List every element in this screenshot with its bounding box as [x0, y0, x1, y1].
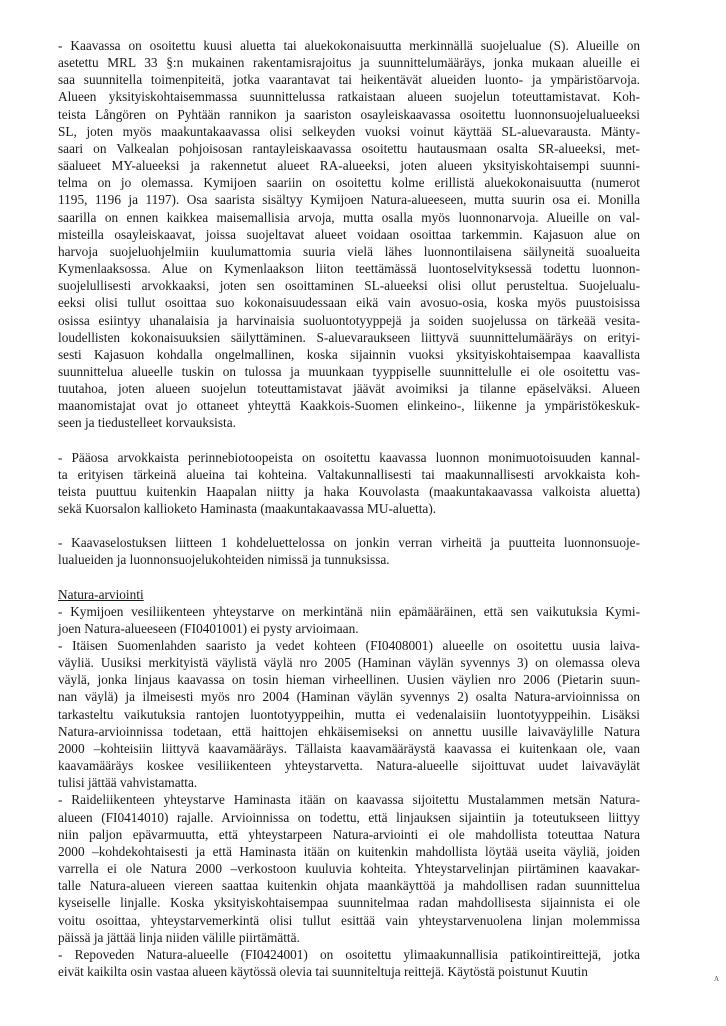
text-line: päissä ja jättää linja niiden välille piirtämättä.: [58, 929, 300, 945]
paragraph-protected-areas: [58, 37, 640, 432]
text-line: joen Natura-alueeseen (FI0401001) ei pysty arvioimaan.: [58, 620, 359, 636]
text-line: lualueiden ja luonnonsuojelukohteiden nimissä ja tunnuksissa.: [58, 552, 390, 568]
text-line: - Kaavaselostuksen liitteen 1 kohdeluettelossa on jonkin verran virheitä ja puutteita luonnonsuoje-: [58, 535, 640, 551]
text-line: osissa esiintyy uhanalaisia ja harvinaisia suoluontotyyppejä ja soiden suojelussa on tärkeää vesita-: [58, 312, 640, 328]
text-line: väylä, jonka linjaus kaavassa on tosin hieman virheellinen. Uusien väylien nro 2006 (Pietarin suun-: [58, 672, 640, 688]
text-line: seen ja tiedustelleet korvauksista.: [58, 415, 236, 431]
text-line: 2000 –kohdekohtaisesti ja että Haminasta itään on kuitenkin mahdollista löytää useita väyliä, joiden: [58, 843, 640, 859]
text-line: suunnittelua alueelle tuskin on tulossa ja muunkaan tyyppiselle suunnittelulle ei ole osoitettu vas-: [58, 363, 640, 379]
text-line: - Pääosa arvokkaista perinnebiotoopeista on osoitettu kaavassa luonnon monimuotoisuuden kannal-: [58, 449, 640, 465]
text-line: eeksi olisi tullut osoittaa suo kokonaisuudessaan eikä vain avosuo-osia, koska myös puustoisissa: [58, 295, 640, 311]
text-line: Natura-arvioinnissa todetaan, että haittojen ehkäisemiseksi on annettu uusille laivaväylille Natura: [58, 723, 640, 739]
text-line: tarkasteltu vaikutuksia rantojen luontotyyppeihin, mutta ei vedenalaisiin luontotyyppeihin. Lisäksi: [58, 706, 640, 722]
paragraph-appendix-errors: [58, 534, 640, 568]
section-heading-natura: Natura-arviointi: [58, 586, 144, 602]
text-line: SL, joten myös maakuntakaavassa olisi selkeyden vuoksi voinut käyttää SL-aluevarausta. Mänty-: [58, 123, 640, 139]
text-line: eivät kaikilta osin vastaa alueen käytössä olevia tai suunniteltuja reittejä. Käytöstä poistunut Kuutin: [58, 963, 588, 979]
text-line: - Kymijoen vesiliikenteen yhteystarve on merkintänä niin epämääräinen, että sen vaikutuksia Kymi-: [58, 603, 640, 619]
text-line: - Kaavassa on osoitettu kuusi aluetta tai aluekokonaisuutta merkinnällä suojelualue (S). Alueille on: [58, 38, 640, 53]
text-line: teista Långören on Pyhtään rannikon ja saariston osayleiskaavassa osoitettu luonnonsuojelualueeksi: [58, 106, 640, 122]
text-line: kaavamääräys koskee vesiliikenteen yhteystarvetta. Natura-alueelle sijoittuvat uudet laivaväylät: [58, 758, 640, 774]
text-line: kyseiselle linjalle. Koska yksityiskohtaisempaa suunnitelmaa radan mahdollisesta sijainnista ei ole: [58, 895, 640, 911]
text-line: - Repoveden Natura-alueelle (FI0424001) on osoitettu ylimaakunnallisia patikointireittejä, jotka: [58, 946, 640, 962]
paragraph-natura-assessment: [58, 603, 640, 980]
text-line: 2000 –kohteisiin liittyvä kaavamääräys. Tällaista kaavamääräystä kaavassa ei kuitenkaan ole, vaan: [58, 740, 640, 756]
text-line: asetettu MRL 33 §:n mukainen rakentamisrajoitus ja suunnittelumääräys, jonka mukaan alueille ei: [58, 55, 640, 71]
text-line: voitu osoittaa, yhteystarvemerkintä olisi tullut esittää vain yhteystarvenuolena linjan molemmissa: [58, 912, 640, 928]
document-page: [58, 37, 640, 980]
text-line: - Raideliikenteen yhteystarve Haminasta itään on kaavassa sijoitettu Mustalammen metsän Natura-: [58, 792, 640, 808]
paragraph-gap: [58, 517, 640, 534]
text-line: Alueen yksityiskohtaisemmassa suunnittelussa ratkaistaan alueen suojelun toteuttamistavat. Koh-: [58, 89, 640, 105]
text-line: - Itäisen Suomenlahden saaristo ja vedet kohteen (FI0408001) alueelle on osoitettu uusia laiva-: [58, 638, 640, 653]
text-line: ta erityisen tärkeinä alueina tai kohteina. Valtakunnallisesti tai maakunnallisesti arvokkaista koh-: [58, 466, 640, 482]
text-line: harvoja suojeluohjelmiin kuulumattomia suuria vielä lähes luonnontilaisena säilyneitä suoalueita: [58, 243, 640, 259]
text-line: sekä Kuorsalon kallioketo Haminasta (maakuntakaavassa MU-aluetta).: [58, 501, 437, 517]
text-line: Kymenlaaksossa. Alue on Kymenlaakson liiton teettämässä luontoselvityksessä todettu luonnon-: [58, 261, 640, 277]
paragraph-heritage-biotopes: [58, 449, 640, 518]
text-line: niin paljon epävarmuutta, että yhteystarpeen Natura-arviointi ei ole mahdollista toteuttaa Natura: [58, 826, 640, 842]
margin-mark: A: [714, 975, 720, 983]
text-line: tuutahoa, joten alueen suojelun toteuttamistavat jäävät avoimiksi ja tilanne epäselväksi. Alueen: [58, 381, 640, 397]
text-line: alueen (FI0414010) rajalle. Arvioinnissa on todettu, että linjauksen sijaintiin ja toteutukseen liittyy: [58, 809, 640, 825]
text-line: säalueet MY-alueeksi ja rakennetut alueet RA-alueeksi, joten alueen yksityiskohtaisempi suunni-: [58, 158, 640, 174]
text-line: maanomistajat ovat jo ottaneet yhteyttä Kaakkois-Suomen elinkeino-, liikenne ja ympäristökeskuk-: [58, 398, 640, 414]
text-line: varrella ei ole Natura 2000 –verkostoon kuuluvia kohteita. Yhteystarvelinjan piirtäminen kaavakar-: [58, 861, 640, 877]
text-line: misteilla osayleiskaavat, joissa suojeltavat alueet voidaan osoittaa tarkemmin. Kajasuon alue on: [58, 226, 640, 242]
text-line: talle Natura-alueen viereen saattaa kuitenkin ohjata maankäyttöä ja mahdollisen radan suunnittelua: [58, 878, 640, 894]
paragraph-gap: [58, 432, 640, 449]
text-line: telma on jo olemassa. Kymijoen saariin on osoitettu kolme erillistä aluekokonaisuutta (numerot: [58, 175, 640, 191]
text-line: suojelullisesti arvokkaaksi, joten sen osoittaminen SL-alueeksi olisi ollut perusteltua. Suojelualu-: [58, 278, 640, 294]
text-line: väyliä. Uusiksi merkityistä väylistä väylä nro 2005 (Haminan väylän syvennys 3) on olemassa oleva: [58, 655, 640, 671]
text-line: saa suunnitella toimenpiteitä, jotka vaarantavat tai heikentävät alueiden luonto- ja ympäristöarvoja.: [58, 72, 640, 88]
text-line: teista puuttuu kuitenkin Haapalan niitty ja haka Kouvolasta (maakuntakaavassa valkoista aluetta): [58, 483, 640, 499]
text-line: tulisi jättää vahvistamatta.: [58, 775, 198, 791]
text-line: 1195, 1196 ja 1197). Osa saarista sisältyy Kymijoen Natura-alueeseen, mutta suurin osa ei. Monilla: [58, 192, 640, 208]
text-line: loudellisten kokonaisuuksien säilyttäminen. S-aluevaraukseen liittyvä suunnittelumääräys on erityi-: [58, 329, 640, 345]
text-line: saari on Valkealan pohjoisosan rantayleiskaavassa osoitettu hautausmaan osalta SR-alueeksi, met-: [58, 140, 640, 156]
paragraph-gap: [58, 569, 640, 586]
text-line: nan väylä) ja ilmeisesti myös nro 2004 (Haminan väylän syvennys 2) osalta Natura-arvioinnissa on: [58, 689, 640, 705]
text-line: saarilla on ennen kaikkea maisemallisia arvoja, mutta osalla myös luonnonarvoja. Alueille on val-: [58, 209, 640, 225]
text-line: sesti Kajasuon kohdalla ongelmallinen, koska sijainnin vuoksi yksityiskohtaisempaa kaavallista: [58, 346, 640, 362]
